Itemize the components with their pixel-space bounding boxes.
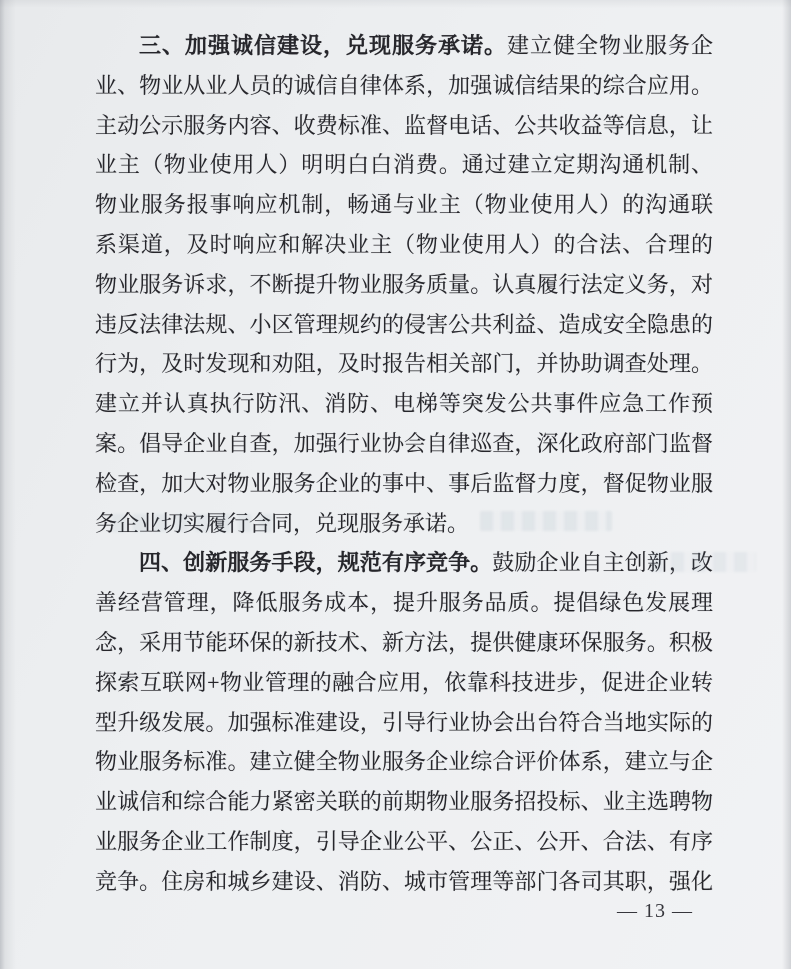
text-line: 业诚信和综合能力紧密关联的前期物业服务招投标、业主选聘物: [95, 789, 713, 815]
text-line: 行为，及时发现和劝阻，及时报告相关部门，并协助调查处理。: [95, 351, 713, 377]
document-body: [95, 26, 713, 902]
scan-shadow-top: [0, 0, 791, 8]
line-text: 建立健全物业服务企: [506, 33, 713, 58]
bleedthrough-smudge: [650, 552, 756, 572]
scan-shadow-right: [782, 0, 791, 969]
text-line: 检查，加大对物业服务企业的事中、事后监督力度，督促物业服: [95, 470, 713, 496]
text-line: 违反法律法规、小区管理规约的侵害公共利益、造成安全隐患的: [95, 311, 713, 337]
text-line: 物业服务报事响应机制，畅通与业主（物业使用人）的沟通联: [95, 192, 713, 218]
scan-shadow-left: [0, 0, 16, 969]
section-heading: 四、创新服务手段，规范有序竞争。: [139, 550, 493, 576]
text-line: 型升级发展。加强标准建设，引导行业协会出台符合当地实际的: [95, 709, 713, 735]
text-line: 业服务企业工作制度，引导企业公平、公正、公开、合法、有序: [95, 828, 713, 854]
text-line: 善经营管理，降低服务成本，提升服务品质。提倡绿色发展理: [95, 590, 713, 616]
text-line: 案。倡导企业自查，加强行业协会自律巡查，深化政府部门监督: [95, 430, 713, 456]
bleedthrough-smudge: [112, 514, 272, 532]
text-line: 物业服务标准。建立健全物业服务企业综合评价体系，建立与企: [95, 749, 713, 775]
bleedthrough-smudge: [480, 511, 612, 531]
text-line: 念，采用节能环保的新技术、新方法，提供健康环保服务。积极: [95, 629, 713, 655]
text-line: 务企业切实履行合同，兑现服务承诺。: [95, 510, 470, 536]
section-heading: 三、加强诚信建设，兑现服务承诺。: [139, 33, 507, 58]
line-text: 鼓励企业自主创新，改: [492, 550, 713, 576]
text-line: [95, 26, 713, 66]
text-line: 建立并认真执行防汛、消防、电梯等突发公共事件应急工作预: [95, 391, 713, 417]
text-line: 物业服务诉求，不断提升物业服务质量。认真履行法定义务，对: [95, 271, 713, 297]
text-line: 系渠道，及时响应和解决业主（物业使用人）的合法、合理的: [95, 231, 713, 257]
text-line: [95, 543, 713, 583]
text-line: 业、物业从业人员的诚信自律体系，加强诚信结果的综合应用。: [95, 72, 713, 98]
text-line: 探索互联网+物业管理的融合应用，依靠科技进步，促进企业转: [95, 669, 713, 695]
text-line: 竞争。住房和城乡建设、消防、城市管理等部门各司其职，强化: [95, 868, 713, 894]
text-line: 业主（物业使用人）明明白白消费。通过建立定期沟通机制、: [95, 152, 713, 178]
text-line: 主动公示服务内容、收费标准、监督电话、公共收益等信息，让: [95, 112, 713, 138]
page-number: — 13 —: [617, 900, 693, 922]
